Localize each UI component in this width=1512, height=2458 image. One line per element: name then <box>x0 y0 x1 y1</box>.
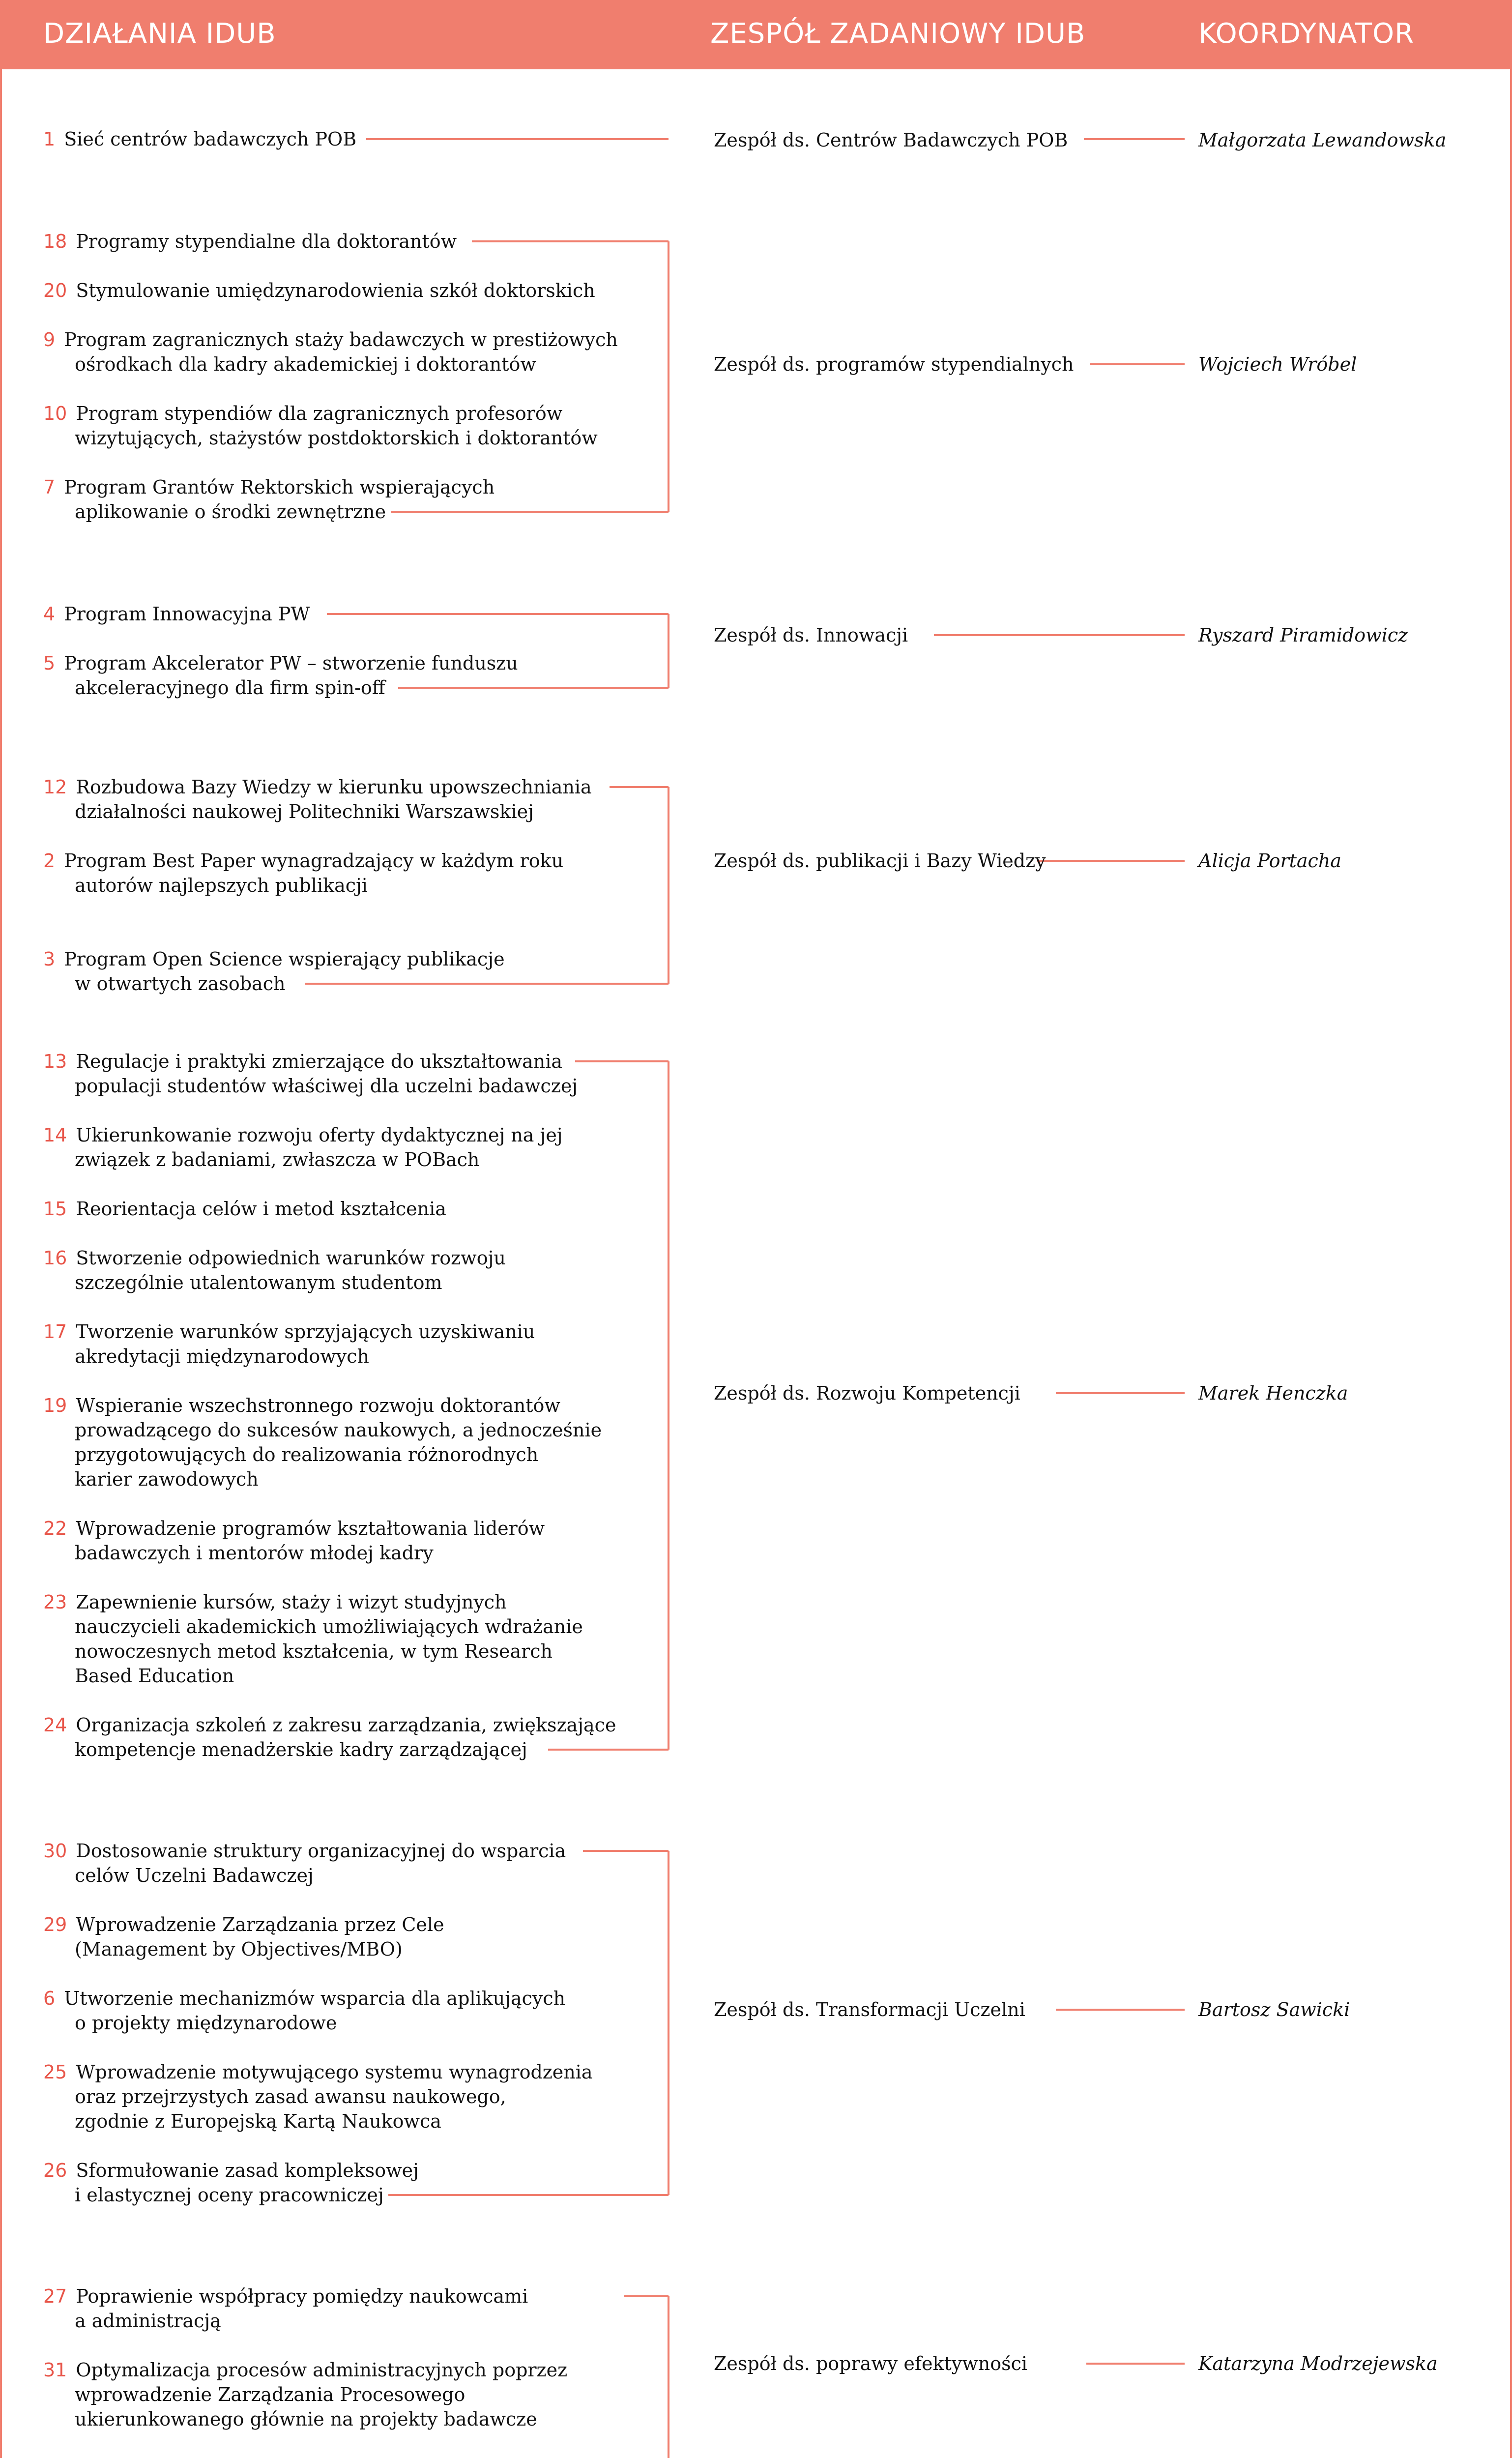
action-item <box>43 1246 506 1295</box>
action-item <box>43 1516 545 1565</box>
action-number: 3 <box>43 948 56 970</box>
action-item-line <box>43 1074 578 1098</box>
action-text: prowadzącego do sukcesów naukowych, a jednocześnie <box>75 1419 602 1441</box>
action-item-line <box>43 278 595 303</box>
action-item-line <box>43 1863 566 1888</box>
task-team-label: Zespół ds. Centrów Badawczych POB <box>714 129 1068 151</box>
action-text: Organizacja szkoleń z zakresu zarządzania, zwiększające <box>76 1714 616 1736</box>
action-text: nowoczesnych metod kształcenia, w tym Research <box>75 1640 553 1662</box>
action-text: Program Open Science wspierający publikacje <box>64 948 505 970</box>
action-item-line <box>43 1467 602 1492</box>
action-item <box>43 1319 535 1369</box>
action-item-line <box>43 1049 578 1074</box>
action-text: Regulacje i praktyki zmierzające do ukształtowania <box>76 1051 563 1072</box>
action-item-line <box>43 1590 583 1614</box>
action-number: 2 <box>43 850 56 872</box>
action-item-line <box>43 2407 567 2431</box>
action-number: 13 <box>43 1051 67 1072</box>
action-text: aplikowanie o środki zewnętrzne <box>75 501 386 523</box>
action-item-line <box>43 229 457 254</box>
action-item <box>43 775 592 824</box>
action-item-line <box>43 2060 593 2084</box>
action-text: Stworzenie odpowiednich warunków rozwoju <box>76 1247 506 1269</box>
action-item-line <box>43 849 563 873</box>
action-text: Utworzenie mechanizmów wsparcia dla aplikujących <box>64 1988 566 2009</box>
action-item <box>43 1713 616 1762</box>
action-item-line <box>43 499 494 524</box>
action-item-line <box>43 1319 535 1344</box>
action-item-line <box>43 947 505 971</box>
action-item-line <box>43 2382 567 2407</box>
action-item-line <box>43 475 494 499</box>
action-item-line <box>43 775 592 799</box>
action-text: populacji studentów właściwej dla uczelni badawczej <box>75 1075 578 1097</box>
action-item-line <box>43 1393 602 1418</box>
task-team-label: Zespół ds. programów stypendialnych <box>714 353 1074 375</box>
action-text: związek z badaniami, zwłaszcza w POBach <box>75 1149 480 1170</box>
action-number: 6 <box>43 1988 56 2009</box>
action-item-line <box>43 1418 602 1442</box>
action-text: Program Akcelerator PW – stworzenie funduszu <box>64 652 518 674</box>
action-item-line <box>43 1516 545 1541</box>
action-text: Optymalizacja procesów administracyjnych poprzez <box>76 2359 568 2381</box>
coordinator-name: Wojciech Wróbel <box>1198 353 1357 375</box>
action-text: kompetencje menadżerskie kadry zarządzającej <box>75 1739 527 1760</box>
task-team-label: Zespół ds. Transformacji Uczelni <box>714 1999 1025 2020</box>
action-text: ośrodkach dla kadry akademickiej i doktorantów <box>75 353 536 375</box>
action-text: Wprowadzenie motywującego systemu wynagrodzenia <box>76 2061 593 2083</box>
action-item-line <box>43 1197 446 1221</box>
action-item <box>43 947 505 996</box>
action-item-line <box>43 2183 419 2207</box>
action-item <box>43 1393 602 1492</box>
action-text: Dostosowanie struktury organizacyjnej do wsparcia <box>76 1840 566 1862</box>
action-text: (Management by Objectives/MBO) <box>75 1938 403 1960</box>
action-text: Based Education <box>75 1665 234 1687</box>
action-text: i elastycznej oceny pracowniczej <box>75 2184 384 2206</box>
action-item-line <box>43 1713 616 1737</box>
coordinator-name: Ryszard Piramidowicz <box>1198 624 1408 646</box>
action-item <box>43 127 356 151</box>
action-text: autorów najlepszych publikacji <box>75 875 368 896</box>
action-item-line <box>43 1937 444 1961</box>
action-text: Zapewnienie kursów, staży i wizyt studyjnych <box>76 1591 507 1613</box>
action-item <box>43 229 457 254</box>
action-item-line <box>43 602 310 626</box>
action-item <box>43 1197 446 1221</box>
action-text: Ukierunkowanie rozwoju oferty dydaktycznej na jej <box>76 1124 563 1146</box>
action-item-line <box>43 2011 565 2035</box>
header-team-title: ZESPÓŁ ZADANIOWY IDUB <box>710 18 1086 50</box>
action-item-line <box>43 873 563 898</box>
action-number: 24 <box>43 1714 67 1736</box>
action-item-line <box>43 1123 563 1147</box>
action-number: 15 <box>43 1198 67 1220</box>
action-number: 31 <box>43 2359 67 2381</box>
action-item-line <box>43 799 592 824</box>
action-text: badawczych i mentorów młodej kadry <box>75 1542 434 1564</box>
action-text: Reorientacja celów i metod kształcenia <box>76 1198 446 1220</box>
task-team-label: Zespół ds. poprawy efektywności <box>714 2353 1028 2374</box>
action-text: zgodnie z Europejską Kartą Naukowca <box>75 2110 441 2132</box>
action-number: 30 <box>43 1840 67 1862</box>
coordinator-name: Katarzyna Modrzejewska <box>1198 2353 1438 2374</box>
action-text: a administracją <box>75 2310 221 2332</box>
action-text: Program stypendiów dla zagranicznych profesorów <box>76 403 563 424</box>
action-text: karier zawodowych <box>75 1468 259 1490</box>
action-text: Program Best Paper wynagradzający w każdym roku <box>64 850 564 872</box>
action-item-line <box>43 2158 419 2183</box>
action-text: Program Innowacyjna PW <box>64 603 310 625</box>
action-item-line <box>43 2358 567 2382</box>
action-item <box>43 1049 578 1098</box>
action-item-line <box>43 1614 583 1639</box>
action-text: Programy stypendialne dla doktorantów <box>76 231 457 252</box>
action-item-line <box>43 127 356 151</box>
action-text: w otwartych zasobach <box>75 973 286 995</box>
action-item <box>43 278 595 303</box>
action-item-line <box>43 1839 566 1863</box>
action-item <box>43 2358 567 2431</box>
action-item-line <box>43 675 518 700</box>
coordinator-name: Alicja Portacha <box>1198 850 1341 872</box>
coordinator-name: Bartosz Sawicki <box>1198 1999 1350 2020</box>
action-item <box>43 2284 528 2333</box>
action-number: 25 <box>43 2061 67 2083</box>
action-item-line <box>43 401 598 426</box>
action-item <box>43 651 518 700</box>
action-item <box>43 849 563 898</box>
action-item <box>43 1123 563 1172</box>
action-number: 27 <box>43 2285 67 2307</box>
action-text: szczególnie utalentowanym studentom <box>75 1272 442 1293</box>
action-text: ukierunkowanego głównie na projekty badawcze <box>75 2408 537 2430</box>
action-number: 5 <box>43 652 56 674</box>
action-number: 16 <box>43 1247 67 1269</box>
action-item-line <box>43 2284 528 2309</box>
coordinator-name: Marek Henczka <box>1198 1382 1348 1404</box>
action-item <box>43 1839 566 1888</box>
action-item <box>43 1912 444 1961</box>
action-number: 19 <box>43 1395 67 1416</box>
action-item-line <box>43 1344 535 1369</box>
action-item-line <box>43 1912 444 1937</box>
action-item-line <box>43 971 505 996</box>
action-number: 14 <box>43 1124 67 1146</box>
action-text: Poprawienie współpracy pomiędzy naukowcami <box>76 2285 528 2307</box>
action-text: Program Grantów Rektorskich wspierających <box>64 476 495 498</box>
action-number: 4 <box>43 603 56 625</box>
action-number: 29 <box>43 1914 67 1935</box>
action-text: przygotowujących do realizowania różnorodnych <box>75 1444 539 1465</box>
action-text: oraz przejrzystych zasad awansu naukowego, <box>75 2086 506 2107</box>
action-number: 26 <box>43 2160 67 2181</box>
action-number: 7 <box>43 476 56 498</box>
action-number: 9 <box>43 329 56 351</box>
action-number <box>43 2456 67 2458</box>
action-number: 10 <box>43 403 67 424</box>
action-number: 22 <box>43 1518 67 1539</box>
action-text: Sieć centrów badawczych POB <box>64 128 357 150</box>
action-item <box>43 1986 565 2035</box>
action-item-line <box>43 1246 506 1270</box>
action-item-line <box>43 1541 545 1565</box>
action-text: Sformułowanie zasad kompleksowej <box>76 2160 419 2181</box>
task-team-label: Zespół ds. publikacji i Bazy Wiedzy <box>714 850 1046 872</box>
action-text: działalności naukowej Politechniki Warszawskiej <box>75 801 534 822</box>
action-item-line <box>43 327 618 352</box>
action-number: 20 <box>43 280 67 301</box>
action-item-line <box>43 2084 593 2109</box>
action-number: 1 <box>43 128 56 150</box>
action-item-line <box>43 1147 563 1172</box>
action-item-line <box>43 1639 583 1664</box>
action-text: akceleracyjnego dla firm spin-off <box>75 677 385 699</box>
action-item <box>43 401 598 450</box>
action-text: nauczycieli akademickich umożliwiających wdrażanie <box>75 1616 583 1638</box>
action-number: 23 <box>43 1591 67 1613</box>
action-number: 17 <box>43 1321 67 1343</box>
action-text: Stymulowanie umiędzynarodowienia szkół doktorskich <box>76 280 595 301</box>
action-text: akredytacji międzynarodowych <box>75 1346 369 1367</box>
action-item <box>43 2060 593 2134</box>
action-number: 12 <box>43 776 67 798</box>
action-text: celów Uczelni Badawczej <box>75 1865 314 1886</box>
action-item <box>43 475 494 524</box>
action-item-line <box>43 2309 528 2333</box>
action-item-line <box>43 1270 506 1295</box>
header-coordinator-title: KOORDYNATOR <box>1198 18 1415 50</box>
action-item-line <box>43 1986 565 2011</box>
action-text: wizytujących, stażystów postdoktorskich i doktorantów <box>75 427 598 449</box>
action-item-line <box>43 426 598 450</box>
coordinator-name: Małgorzata Lewandowska <box>1198 129 1447 151</box>
action-item-line <box>43 352 618 377</box>
task-team-label: Zespół ds. Innowacji <box>714 624 908 646</box>
action-number: 18 <box>43 231 67 252</box>
action-text: Wprowadzenie Zarządzania przez Cele <box>76 1914 444 1935</box>
action-text: Program zagranicznych staży badawczych w prestiżowych <box>64 329 618 351</box>
action-item-line <box>43 1442 602 1467</box>
action-text: Tworzenie warunków sprzyjających uzyskiwaniu <box>76 1321 535 1343</box>
action-item-line <box>43 1737 616 1762</box>
action-item-line <box>43 651 518 675</box>
action-text: o projekty międzynarodowe <box>75 2012 337 2034</box>
action-item-line <box>43 2456 586 2458</box>
action-item <box>43 1590 583 1688</box>
task-team-label: Zespół ds. Rozwoju Kompetencji <box>714 1382 1020 1404</box>
action-text: Wspieranie wszechstronnego rozwoju doktorantów <box>76 1395 560 1416</box>
action-text: wprowadzenie Zarządzania Procesowego <box>75 2384 465 2405</box>
action-item-line <box>43 2109 593 2134</box>
action-item <box>43 327 618 377</box>
action-text: Rozbudowa Bazy Wiedzy w kierunku upowszechniania <box>76 776 592 798</box>
action-item <box>43 602 310 626</box>
action-item <box>43 2158 419 2207</box>
header-actions-title: DZIAŁANIA IDUB <box>43 18 276 50</box>
action-item-line <box>43 1664 583 1688</box>
action-item <box>43 2456 586 2458</box>
action-text: Wprowadzenie programów kształtowania liderów <box>76 1518 545 1539</box>
